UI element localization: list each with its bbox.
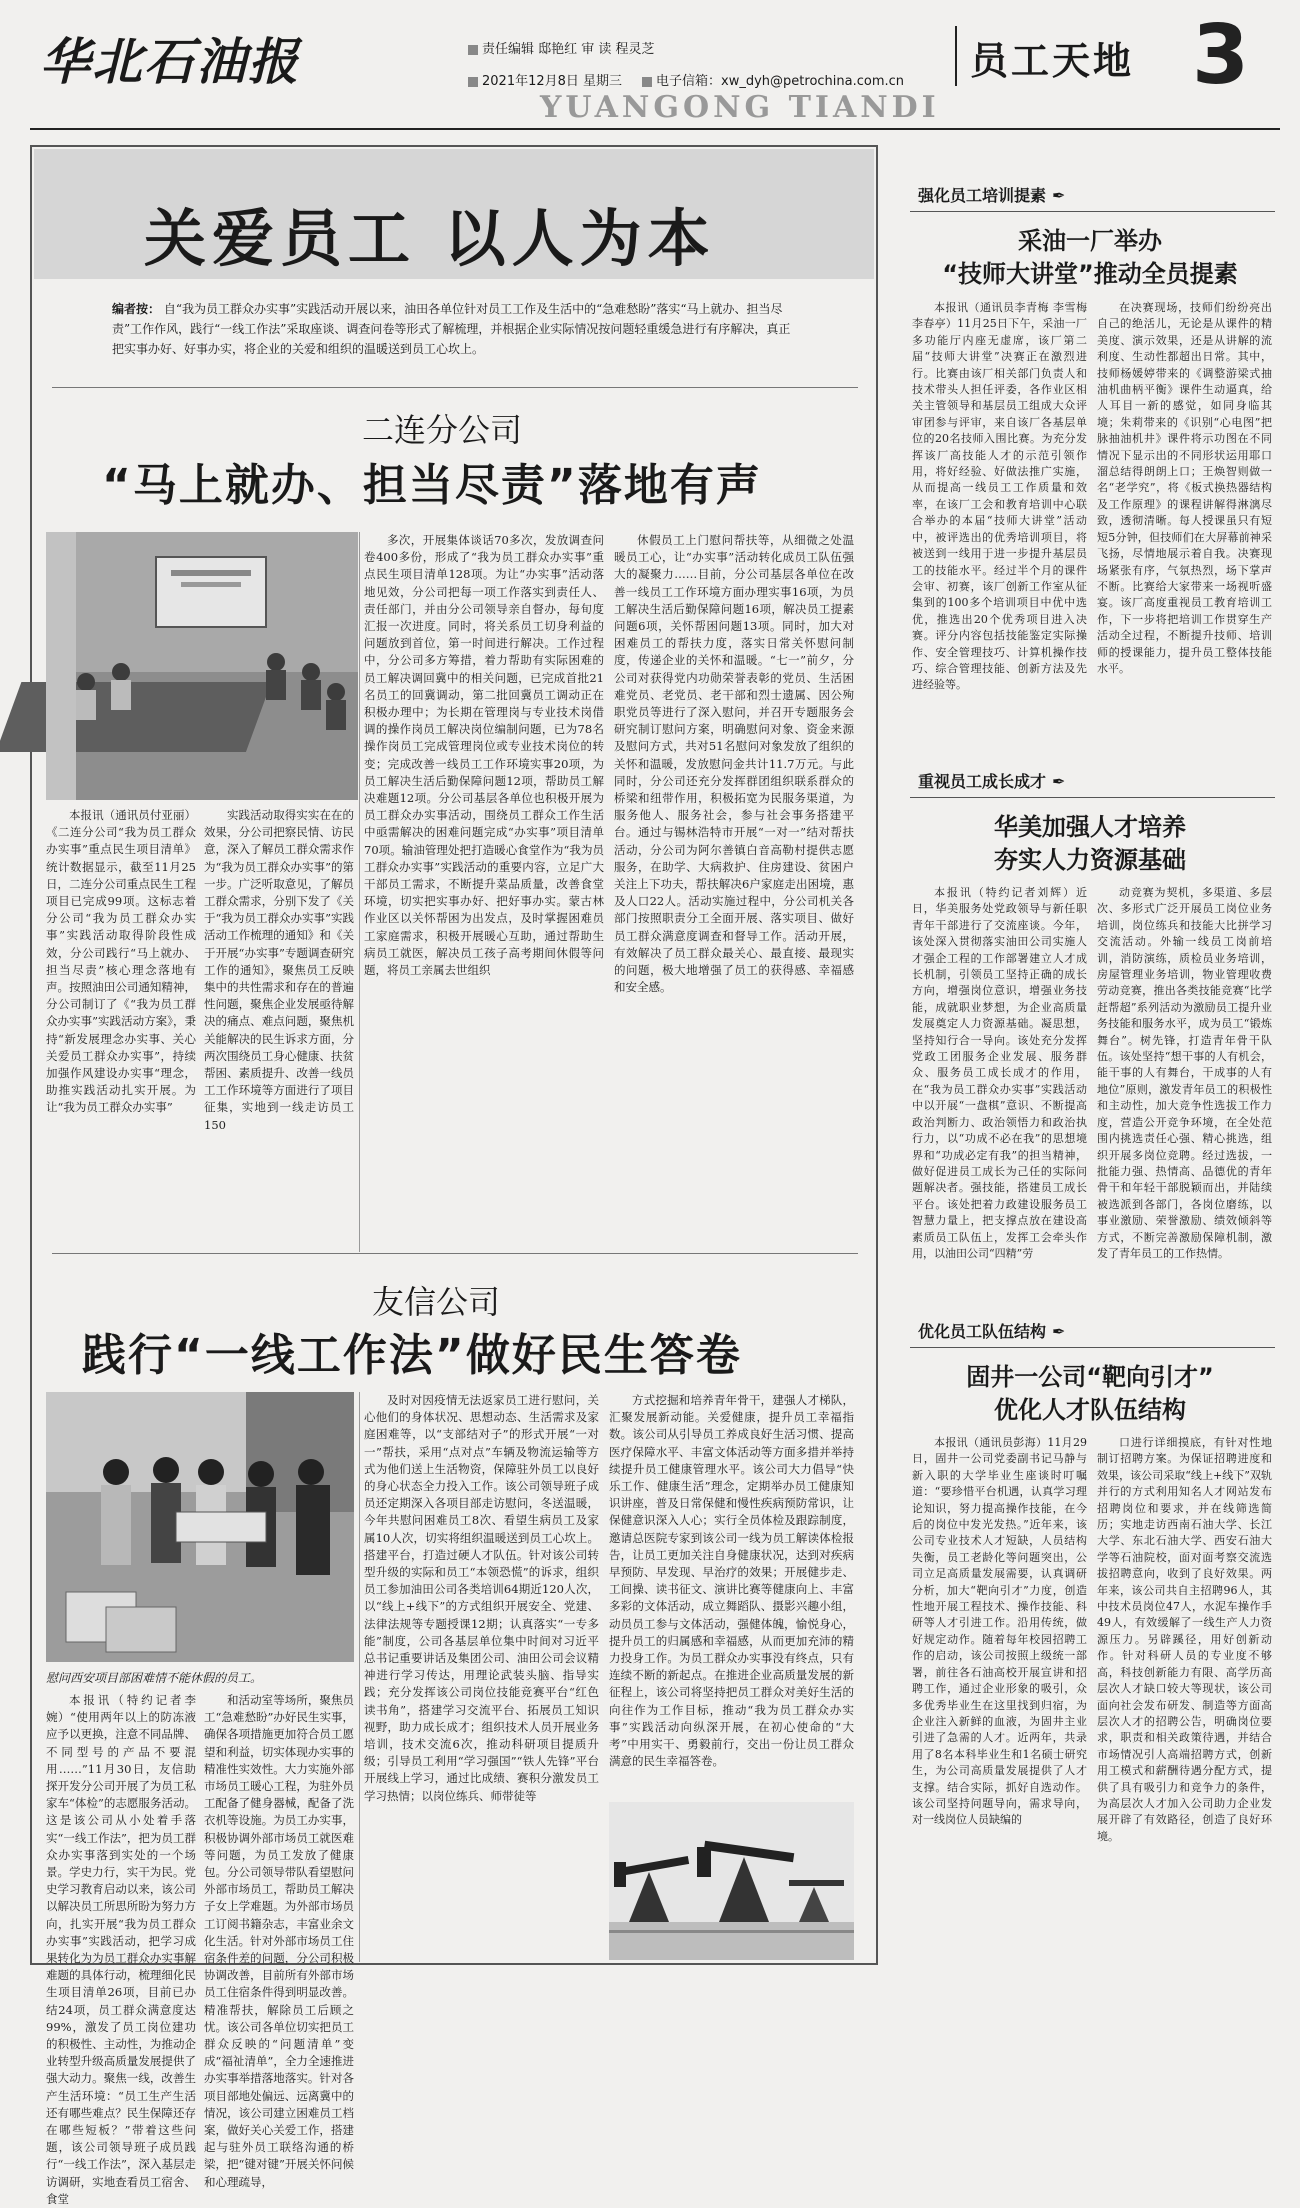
right-headline-2-text: 华美加强人才培养 夯实人力资源基础: [994, 813, 1186, 874]
feature-headline: 关爱员工 以人为本: [144, 202, 716, 275]
quill-icon: ✒: [1052, 1322, 1066, 1341]
story1-col3: 多次，开展集体谈话70多次，发放调查问卷400多份，形成了“我为员工群众办实事”重点民生项目清单128项。为让“办实事”活动落地见效，分公司把每一项工作落实到责任人、责任部门，并由分公司领导亲自督办，每旬度汇报一次进度。同时，将关系员工切身利益的问题放到首位，第一时间进行解决。工作过程中，分公司多方筹措，着力帮助有实际困难的员工解决调回冀中的相关问题，已完成首批21名员工的回冀调动，第二批回冀员工调动正在积极办理中；为长期在管理岗与专业技术岗借调的操作岗员工解决岗位编制问题，已为78名操作岗员工完成管理岗位或专业技术岗位的转变；完成改善一线员工工作环境实事20项，为员工解决生活后勤保障问题12项，帮助员工解决难题12项。分公司基层各单位也积极开展为员工群众办实事活动，围绕员工群众工作生活中亟需解决的困难问题完成“办实事”项目清单70项。输油管理处把打造暖心食堂作为“我为员工群众办实事”实践活动的重要内容，立足广大干部员工需求，不断提升菜品质量，改善食堂环境，切实把实事办好、把好事办实。蒙古林作业区以关怀帮困为出发点，及时掌握困难员工家庭需求，积极开展暖心互助，通过帮助生病员工就医，解决员工孩子高考期间休假等问题，将员工亲属去世组织: [364, 533, 604, 978]
oil-pump-illustration: [609, 1802, 854, 1960]
right-story3-col1: 本报讯（通讯员彭海）11月29日，固井一公司党委副书记马静与新入职的大学毕业生座谈时叮嘱道：“要珍惜平台机遇，认真学习理论知识，努力提高操作技能，在今后的岗位中发光发热。”近年来，该公司专业技术人才短缺，人员结构失衡，员工老龄化等问题突出，公司立足高质量发展需要，认真调研分析，加大“靶向引才”力度，创造性地开展工程技术、操作技能、科研等人才引进工作。沿用传统，做好规定动作。随着每年校园招聘工作的启动，该公司按照上级统一部署，前往各石油高校开展宣讲和招聘工作，通过企业形象的吸引，众多优秀毕业生在这里找到归宿，为企业注入新鲜的血液，为固井主业引进了急需的人才。近两年，共录用了8名本科毕业生和1名硕士研究生，为公司高质量发展提供了人才支撑。结合实际，抓好自选动作。该公司坚持问题导向，需求导向，对一线岗位人员缺编的: [912, 1436, 1087, 1827]
editor-line: 责任编辑 邸艳红 审 读 程灵芝: [468, 34, 904, 66]
column-rule: [359, 1392, 360, 1962]
story2-col3: 及时对因疫情无法返家员工进行慰问，关心他们的身体状况、思想动态、生活需求及家庭困难等，以“支部结对子”的形式开展“一对一”帮扶，采用“点对点”车辆及物流运输等方式为他们送上生活物资，保障驻外员工以良好的身心状态全力投入工作。该公司领导班子成员还定期深入各项目部走访慰问，冬送温暖，今年共慰问困难员工8次、看望生病员工及家属10人次，切实将组织温暖送到员工心坎上。搭建平台，打造过硬人才队伍。针对该公司转型升级的实际和员工“本领恐慌”的诉求，组织员工参加油田公司各类培训64期近120人次，以“线上+线下”的方式组织开展安全、党建、法律法规等专题授课12期；认真落实“一专多能”制度，公司各基层单位集中时间对习近平总书记重要讲话及集团公司、油田公司会议精神进行学习传达，用理论武装头脑、指导实践；充分发挥该公司岗位技能竞赛平台“红色读书角”，搭建学习交流平台、拓展员工知识视野，助力成长成才；组织技术人员开展业务培训，技术交流6次，推动科研项目提质升级；引导员工利用“学习强国”“铁人先锋”平台开展线上学习，通过比成绩、赛积分激发员工学习热情；以岗位练兵、师带徒等: [364, 1393, 599, 1803]
story1-col1: 本报讯（通讯员付亚丽）《二连分公司“我为员工群众办实事”重点民生项目清单》统计数据显示，截至11月25日，二连分公司重点民生工程项目已完成99项。这标志着分公司“我为员工群众办实事”实践活动取得阶段性成效，分公司践行“马上就办、担当尽责”核心理念落地有声。按照油田公司通知精神，分公司制订了《“我为员工群众办实事”实践活动方案》，秉持“新发展理念办实事、关心关爱员工群众办实事”，持续加强作风建设办实事“理念，助推实践活动扎实开展。为让“我为员工群众办实事”: [46, 808, 196, 1115]
paper-name: 华北石油报: [40, 32, 300, 91]
right-story2-col2: 动竞赛为契机，多渠道、多层次、多形式广泛开展员工岗位业务培训，岗位练兵和技能大比拼学习交流活动。外输一线员工岗前培训，消防演练，质检员业务培训，房屋管理业务培训，物业管理收费劳动竞赛，推出各类技能竞赛“比学赶帮超”系列活动为激励员工提升业务技能和服务水平，成为员工“锻炼舞台”。树先锋，打造青年骨干队伍。该处坚持“想干事的人有机会，能干事的人有舞台，干成事的人有地位”原则，激发青年员工的积极性和主动性，加大竞争性选拔工作力度，营造公开竞争环境，在全处范围内挑选责任心强、精心挑选，组织开展多岗位竞聘。经过选拔，一批能力强、热情高、品德优的青年骨干和年轻干部脱颖而出，并陆续被选派到各部门，各岗位磨练，以事业激励、荣誉激励、绩效倾斜等方式，不断完善激励保障机制，激发了青年员工的工作热情。: [1097, 886, 1272, 1260]
story2-col4: 方式挖掘和培养青年骨干，建强人才梯队，汇聚发展新动能。关爱健康，提升员工幸福指数。该公司从引导员工养成良好生活习惯、提高医疗保障水平、丰富文体活动等方面多措并举持续提升员工健康管理水平。该公司大力倡导“快乐工作、健康生活”理念，定期举办员工健康知识讲座，普及日常保健和慢性疾病预防常识，让保健意识深入人心；实行全员体检及跟踪制度，邀请总医院专家到该公司一线为员工解读体检报告，让员工更加关注自身健康状况，达到对疾病早预防、早发现、早治疗的效果；开展健步走、工间操、读书征文、演讲比赛等健康向上、丰富多彩的文体活动，成立舞蹈队、摄影兴趣小组，动员员工参与文体活动，强健体魄，愉悦身心，提升员工的归属感和幸福感，从而更加充沛的精力投身工作。为员工群众办实事没有终点，只有连续不断的新起点。在推进企业高质量发展的新征程上，该公司将坚持把员工群众对美好生活的向往作为工作目标，推动“我为员工群众办实事”实践活动向纵深开展，在初心使命的“大考”中用实干、勇毅前行，交出一份让员工群众满意的民生幸福答卷。: [609, 1393, 854, 1769]
right-story3-col2: 口进行详细摸底，有针对性地制订招聘方案。为保证招聘进度和效果，该公司采取“线上+线下”双轨并行的方式利用知名人才网站发布招聘岗位和要求，并在线筛选简历；实地走访西南石油大学、长江大学、东北石油大学、西安石油大学等石油院校，面对面考察交流选拔招聘意向，收到了良好效果。两年来，该公司共自主招聘96人，其中技术员岗位47人，水泥车操作手49人，有效缓解了一线生产人力资源压力。另辟蹊径，用好创新动作。针对科研人员的专业度不够高，科技创新能力有限、高学历高层次人才缺口较大等现状，该公司面向社会发布研发、制造等方面高层次人才的招聘公告，明确岗位要求，职责和相关政策待遇，并结合市场情况引人高端招聘方式，创新用工模式和薪酬待遇分配方式，提供了具有吸引力和竞争力的条件，为高层次人才加入公司助力企业发展开辟了有效路径，创造了良好环境。: [1097, 1436, 1272, 1843]
story1-kicker: 二连分公司: [362, 411, 523, 449]
column-rule: [359, 532, 360, 1252]
editor-note-label: 编者按：: [112, 302, 161, 316]
section-title: 员工天地: [970, 39, 1135, 83]
right-headline-2: [910, 811, 1270, 877]
editor-note: [112, 299, 802, 359]
right-story1-col2: 在决赛现场，技师们纷纷亮出自己的绝活儿，无论是从课件的精美度、演示效果，还是从讲解的流利度、生动性都超出日常。其中，技师杨媛婷带来的《调整游梁式抽油机曲柄平衡》课件生动逼真，给人耳目一新的感觉，如同身临其境；朱莉带来的《识别“心电图”把脉抽油机井》课件将示功图在不同情况下显示出的不同形状运用耶口溜总结得朗朗上口；王焕智则做一名“老学究”，将《板式换热器结构及工作原理》的课程讲解得淋漓尽致，透彻清晰。每人授课虽只有短短5分钟，但技师们在大屏幕前神采飞扬，尽情地展示着自我。决赛现场紧张有序，气氛热烈，场下掌声不断。比赛给大家带来一场视听盛宴。该厂高度重视员工教育培训工作，下一步将把培训工作贯穿生产活动全过程，不断提升技师、培训师的授课能力，提升员工整体技能水平。: [1097, 301, 1272, 675]
right-tag-1: 强化员工培训提素 ✒: [918, 186, 1066, 205]
bullet-square-icon: [468, 45, 478, 55]
right-headline-3-text: 固井一公司“靶向引才” 优化人才队伍结构: [966, 1363, 1214, 1424]
story1-col2: 实践活动取得实实在在的效果，分公司把察民情、访民意，深入了解员工群众需求作为“我为员工群众办实事”的第一步。广泛听取意见，了解员工群众需求，分别下发了《关于“我为员工群众办实事”实践活动工作梳理的通知》和《关于开展“办实事”专题调查研究工作的通知》，聚焦员工反映集中的共性需求和存在的普遍性问题，聚焦企业发展亟待解决的痛点、难点问题，聚焦机关能解决的民生诉求方面，分两次围绕员工身心健康、扶贫帮困、素质提升、改善一线员工工作环境等方面进行了项目征集，实地到一线走访员工150: [204, 808, 354, 1132]
masthead-divider: [955, 26, 957, 86]
tag-rule: [910, 211, 1275, 212]
gift-photo: [46, 1392, 354, 1662]
oil-pump-icon: [609, 1802, 854, 1960]
headline-band: [34, 149, 874, 279]
bullet-square-icon: [468, 77, 478, 87]
right-story1-col1: 本报讯（通讯员李青梅 李雪梅 李春亭）11月25日下午，采油一厂多功能厅内座无虚席，该厂第二届“技师大讲堂”决赛正在激烈进行。比赛由该厂相关部门负责人和技术带头人担任评委，各作业区相关主管领导和基层员工组成大众评审团参与评审，来自该厂各基层单位的20名技师入围比赛。为充分发挥该厂高技能人才的示范引领作用，将好经验、好做法推广实施，从而提高一线员工工作质量和效率，在该厂工会和教育培训中心联合举办的本届“技师大讲堂”活动中，被评选出的优秀培训项目，将被送到一线用于进一步提升基层员工的技能水平。经过半个月的课件会审、初赛，该厂创新工作室从征集到的100多个培训项目中优中选优，推选出20个优秀项目进入决赛。评分内容包括技能鉴定实际操作、安全管理技巧、计算机操作技巧、综合管理技能、创新方法及先进经验等。: [912, 301, 1087, 692]
editor-note-text: 自“我为员工群众办实事”实践活动开展以来，油田各单位针对员工工作及生活中的“急难愁盼”落实“马上就办、担当尽责”工作作风，践行“一线工作法”采取座谈、调查问卷等形式了解梳理，并根据企业实际情况按问题轻重缓急进行有序解决，真正把实事办好、好事办实，将企业的关爱和组织的温暖送到员工心坎上。: [112, 302, 791, 356]
right-headline-3: [910, 1361, 1270, 1427]
tag-rule: [910, 1347, 1275, 1348]
quill-icon: ✒: [1052, 186, 1066, 205]
right-tag-3: 优化员工队伍结构 ✒: [918, 1322, 1066, 1341]
date-email-line: 2021年12月8日 星期三 电子信箱：xw_dyh@petrochina.com.cn: [468, 66, 904, 98]
story2-kicker: 友信公司: [372, 1283, 501, 1321]
meeting-photo: [46, 532, 358, 800]
right-column: [900, 145, 1280, 1965]
masthead-rule: [30, 128, 1280, 130]
story2-col1: 本报讯（特约记者李婉）“使用两年以上的防冻液应予以更换，注意不同品牌、不同型号的产品不要混用……”11月30日，友信助探开发分公司开展了为员工私家车“体检”的志愿服务活动。这是该公司从小处着手落实“一线工作法”，把为员工群众办实事落到实处的一个场景。学史力行，实干为民。党史学习教育启动以来，该公司以解决员工所思所盼为努力方向，扎实开展“我为员工群众办实事”实践活动，把学习成果转化为为员工群众办实事解难题的具体行动，梳理细化民生项目清单26项，目前已办结24项，员工群众满意度达99%，激发了员工岗位建功的积极性、主动性，为推动企业转型升级高质量发展提供了强大动力。聚焦一线，改善生产生活环境：“员工生产生活还有哪些难点？民生保障还存在哪些短板？”带着这些问题，该公司领导班子成员践行“一线工作法”，深入基层走访调研，实地查看员工宿舍、食堂: [46, 1693, 196, 2206]
story2-photo-caption: 慰问西安项目部困难情不能休假的员工。: [46, 1671, 263, 1685]
masthead-meta: [468, 34, 904, 98]
gift-photo-image: [46, 1392, 354, 1662]
right-headline-1-text: 采油一厂举办 “技师大讲堂”推动全员提素: [942, 227, 1238, 288]
masthead: [0, 0, 1300, 140]
right-tag-2: 重视员工成长成才 ✒: [918, 772, 1066, 791]
meeting-photo-image: [46, 532, 358, 800]
right-headline-1: [910, 225, 1270, 291]
story2-col2: 和活动室等场所，聚焦员工“急难愁盼”办好民生实事，确保各项措施更加符合员工愿望和利益，切实体现办实事的精准性实效性。大力实施外部市场员工暖心工程，为驻外员工配备了健身器械，配备了洗衣机等设施。为员工办实事，积极协调外部市场员工就医难等问题，为员工发放了健康包。分公司领导带队看望慰问外部市场员工，帮助员工解决子女上学难题。为外部市场员工订阅书籍杂志，丰富业余文化生活。针对外部市场员工住宿条件差的问题，分公司积极协调改善，目前所有外部市场员工住宿条件得到明显改善。精准帮扶，解除员工后顾之忧。该公司各单位切实把员工群众反映的“问题清单”变成“福祉清单”，全力全速推进办实事举措落地落实。针对各项目部地处偏远、远离冀中的情况，该公司建立困难员工档案，做好关心关爱工作，搭建起与驻外员工联络沟通的桥梁，把“键对键”开展关怀问候和心理疏导，: [204, 1693, 354, 2189]
right-story2-col1: 本报讯（特约记者刘辉）近日，华美服务处党政领导与新任职青年干部进行了交流座谈。今年，该处深入贯彻落实油田公司实施人才强企工程的工作部署建立人才成长机制，引领员工坚持正确的成长方向，增强岗位意识，增强业务技能，成就职业梦想，为企业高质量发展奠定人力资源基础。凝思想，坚持知行合一导向。该处充分发挥党政工团服务企业发展、服务群众、服务员工成长成才的作用，在“我为员工群众办实事”实践活动中以开展“一盘棋”意识、不断提高政治判断力、政治领悟力和政治执行力，以“功成不必在我”的思想境界和“功成必定有我”的担当精神，做好促进员工成长为己任的实际问题解决者。强技能，搭建员工成长平台。该处把着力政建设服务员工智慧力量上，把支撑点放在建设高素质员工队伍上，发挥工会牵头作用，以油田公司“四精”劳: [912, 886, 1087, 1260]
feature-rule: [52, 387, 858, 388]
story-separator: [52, 1253, 858, 1254]
story1-col4: 休假员工上门慰问帮扶等，从细微之处温暖员工心，让“办实事”活动转化成员工队伍强大的凝聚力……目前，分公司基层各单位在改善一线员工工作环境方面办理实事16项，为员工解决生活后勤保障问题16项，解决员工提素问题6项，关怀帮困问题13项。同时，加大对困难员工的帮扶力度，落实日常关怀慰问制度，传递企业的关怀和温暖。“七一”前夕，分公司对获得党内功勋荣誉表彰的党员、生活困难党员、老党员、老干部和烈士遗属、因公殉职党员等进行了深入慰问，并召开专题服务会研究制订慰问方案，明确慰问对象、资金来源及慰问方式，共对51名慰问对象发放了组织的关怀和温暖，发放慰问金共计11.7万元。与此同时，分公司还充分发挥群团组织联系群众的桥梁和纽带作用，积极拓宽为民服务渠道，为服务他人、服务社会，参与社会事务搭建平台。通过与锡林浩特市开展“一对一”结对帮扶活动，分公司为阿尔善镇白音高勒村提供志愿服务，在助学、大病救护、住房建设、贫困户关注上下功夫，帮扶解决6户家庭走出困境，惠及人口22人。活动实施过程中，分公司机关各部门按照职责分工全面开展、落实项目、做好员工群众满意度调查和督导工作。活动开展，有效解决了员工群众最关心、最直接、最现实的问题，极大地增强了员工的获得感、幸福感和安全感。: [614, 533, 854, 995]
quill-icon: ✒: [1052, 772, 1066, 791]
page-number: 3: [1192, 8, 1250, 103]
feature-box: [30, 145, 878, 2206]
tag-rule: [910, 797, 1275, 798]
story2-headline: 践行“一线工作法”做好民生答卷: [82, 1330, 742, 1381]
section-pinyin: YUANGONG TIANDI: [540, 90, 940, 125]
bullet-square-icon: [642, 77, 652, 87]
story1-headline: “马上就办、担当尽责”落地有声: [102, 460, 762, 511]
